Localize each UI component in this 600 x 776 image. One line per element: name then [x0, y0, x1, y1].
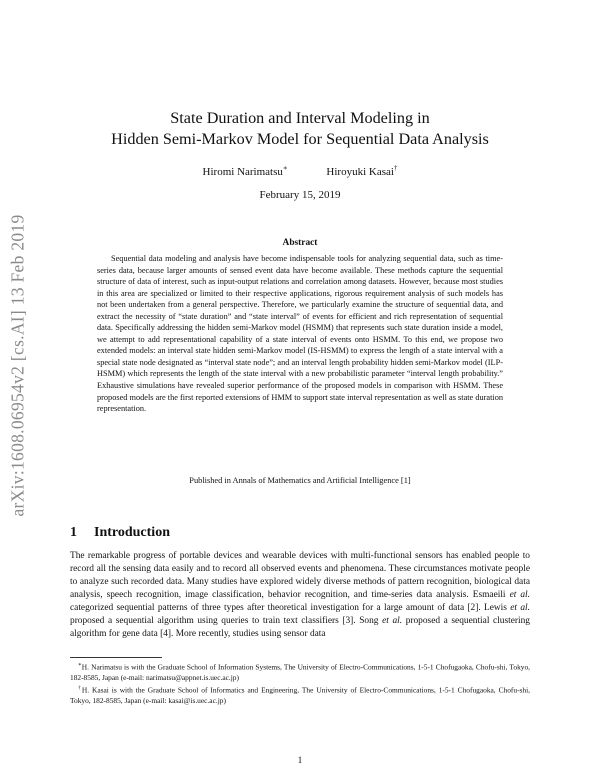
- abstract-text: Sequential data modeling and analysis have become indispensable tools for analyzing sequential data, such as time-series data, because larger amounts of sensed event data have become available. These methods capture the sequential structure of data of interest, such as input-output relations and correlation among datasets. However, because most studies in this area are specialized or limited to their respective applications, rigorous requirement analysis of such models has not been undertaken from a general perspective. Therefore, we particularly examine the structure of sequential data, and extract the necessity of “state duration” and “state interval” of events for efficient and rich representation of sequential data. Specifically addressing the hidden semi-Markov model (HSMM) that represents such state duration inside a model, we attempt to add representational capability of a state interval of events onto HSMM. To this end, we propose two extended models: an interval state hidden semi-Markov model (IS-HSMM) to express the length of a state interval with a special state node designated as “interval state node”; and an interval length probability hidden semi-Markov model (ILP-HSMM) which represents the length of the state interval with a new probabilistic parameter “interval length probability.” Exhaustive simulations have revealed superior performance of the proposed models in comparison with HSMM. These proposed models are the first reported extensions of HMM to support state interval representation as well as state duration representation.: [97, 254, 503, 414]
- intro-citation-etal: et al.: [509, 590, 530, 601]
- section-number: 1: [70, 525, 77, 540]
- footnote-separator: [70, 657, 162, 658]
- publication-note: Published in Annals of Mathematics and Artificial Intelligence [1]: [189, 476, 411, 485]
- footnote-mark: ∗: [78, 662, 82, 668]
- intro-text: categorized sequential patterns of three types after theoretical investigation for a large amount of data [2]. Lewis: [70, 603, 511, 614]
- intro-citation-etal: et al.: [510, 603, 530, 614]
- arxiv-identifier-stamp: [4, 190, 32, 540]
- page-number: 1: [297, 756, 303, 766]
- footnote-text: H. Kasai is with the Graduate School of Informatics and Engineering, The University of Electro-Communications, 1-5-1 Chofugaoka, Chofu-shi, Tokyo, 182-8585, Japan (e-mail: kasai@is.uec.ac.jp): [70, 685, 531, 705]
- arxiv-id-text: arXiv:1608.06954v2 [cs.AI] 13 Feb 2019: [7, 213, 28, 517]
- section-title: Introduction: [94, 525, 170, 540]
- author-footnote-mark: ∗: [282, 164, 288, 172]
- intro-text: proposed a sequential algorithm using queries to train text classifiers [3]. Song: [70, 616, 383, 627]
- footnotes: [70, 660, 530, 706]
- intro-text: The remarkable progress of portable devices and wearable devices with multi-functional sensors has enabled people to record all the sensing data easily and to record all observed events and phenomena. These circumstances motivate people to analyze such recorded data. Many studies have explored widely diverse methods of pattern recognition, biological data analysis, speech recognition, image classification, behavior recognition, and time-series data analysis. Esmaeili: [70, 551, 530, 601]
- author-footnote-mark: †: [393, 164, 398, 172]
- footnote: [70, 683, 530, 706]
- author-name: Hiromi Narimatsu: [202, 165, 283, 178]
- title-line-2: Hidden Semi-Markov Model for Sequential Data Analysis: [111, 130, 489, 148]
- author: [326, 164, 397, 178]
- title-line-1: State Duration and Interval Modeling in: [170, 109, 430, 127]
- footnote: [70, 660, 530, 683]
- intro-citation-etal: et al.: [382, 616, 403, 627]
- section-heading: [70, 525, 170, 541]
- intro-text: proposed a sequential clustering algorithm for gene data [4]. More recently, studies using sensor data: [70, 616, 530, 640]
- footnote-mark: †: [78, 685, 82, 692]
- abstract-heading: Abstract: [282, 238, 318, 248]
- footnote-text: H. Narimatsu is with the Graduate School of Information Systems, The University of Electro-Communications, 1-5-1 Chofugaoka, Chofu-shi, Tokyo, 182-8585, Japan (e-mail: narimatsu@appnet.is.uec.ac.jp): [70, 662, 530, 682]
- author-name: Hiroyuki Kasai: [326, 165, 394, 178]
- paper-date: February 15, 2019: [259, 189, 341, 201]
- author: [203, 164, 288, 178]
- paper-title: [70, 108, 530, 150]
- author-list: [70, 164, 530, 178]
- introduction-paragraph: [70, 550, 530, 641]
